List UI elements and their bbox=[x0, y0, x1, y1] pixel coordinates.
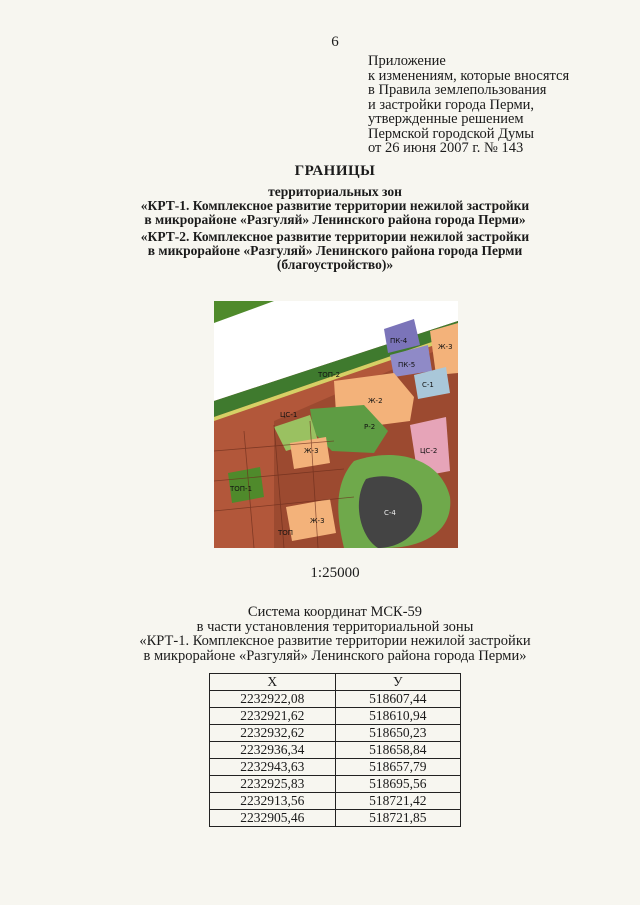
caption-line: «КРТ-1. Комплексное развитие территории нежилой застройки bbox=[139, 633, 531, 649]
appendix-line: в Правила землепользования bbox=[368, 82, 547, 98]
cell-x: 2232932,62 bbox=[210, 725, 336, 742]
caption-line: Система координат МСК-59 bbox=[247, 604, 423, 620]
map-label-top1: ТОП-1 bbox=[230, 485, 253, 493]
column-header-y: У bbox=[335, 674, 461, 691]
cell-x: 2232913,56 bbox=[210, 793, 336, 810]
coordinate-system-caption bbox=[0, 605, 640, 663]
map-label-zh2: Ж-2 bbox=[368, 397, 383, 405]
table-row bbox=[210, 810, 461, 827]
map-label-r2: Р-2 bbox=[364, 423, 376, 431]
map-label-zh3-low: Ж-3 bbox=[310, 517, 325, 525]
column-header-x: Х bbox=[210, 674, 336, 691]
table-row bbox=[210, 708, 461, 725]
cell-y: 518610,94 bbox=[335, 708, 461, 725]
map-scale: 1:25000 bbox=[310, 565, 360, 581]
map-label-cs2: ЦС-2 bbox=[420, 447, 438, 455]
map-label-s4: С-4 bbox=[384, 509, 396, 517]
map-label-top2: ТОП-2 bbox=[318, 371, 341, 379]
table-row bbox=[210, 725, 461, 742]
document-title: ГРАНИЦЫ bbox=[294, 163, 376, 179]
cell-y: 518721,42 bbox=[335, 793, 461, 810]
map-label-pk4: ПК-4 bbox=[390, 337, 408, 345]
table-row bbox=[210, 759, 461, 776]
table-row bbox=[210, 793, 461, 810]
cell-x: 2232922,08 bbox=[210, 691, 336, 708]
zone-krt1-line: в микрорайоне «Разгуляй» Ленинского района города Перми» bbox=[144, 212, 526, 227]
cell-y: 518721,85 bbox=[335, 810, 461, 827]
cell-y: 518607,44 bbox=[335, 691, 461, 708]
zone-krt1-title bbox=[0, 199, 640, 227]
cell-y: 518650,23 bbox=[335, 725, 461, 742]
zone-krt1-line: «КРТ-1. Комплексное развитие территории нежилой застройки bbox=[140, 198, 530, 213]
appendix-line: и застройки города Перми, bbox=[368, 96, 535, 113]
map-label-s1: С-1 bbox=[422, 381, 434, 389]
map-label-cs1: ЦС-1 bbox=[280, 411, 298, 419]
zone-krt2-line: «КРТ-2. Комплексное развитие территории нежилой застройки bbox=[140, 229, 530, 244]
caption-line: в микрорайоне «Разгуляй» Ленинского района города Перми» bbox=[143, 647, 527, 664]
map-label-zh3-mid: Ж-3 bbox=[304, 447, 319, 455]
table-row bbox=[210, 742, 461, 759]
zoning-map bbox=[214, 301, 458, 548]
cell-y: 518657,79 bbox=[335, 759, 461, 776]
cell-y: 518695,56 bbox=[335, 776, 461, 793]
appendix-line: Пермской городской Думы bbox=[368, 125, 535, 142]
coordinates-table bbox=[209, 673, 461, 827]
appendix-line: утвержденные решением bbox=[368, 111, 524, 127]
zoning-map-graphic bbox=[214, 301, 458, 548]
appendix-line: от 26 июня 2007 г. № 143 bbox=[368, 140, 524, 156]
caption-line: в части установления территориальной зоны bbox=[196, 618, 474, 635]
cell-x: 2232943,63 bbox=[210, 759, 336, 776]
map-label-zh3-top: Ж-3 bbox=[438, 343, 453, 351]
zone-krt2-title bbox=[0, 230, 640, 272]
appendix-line: Приложение bbox=[368, 53, 446, 69]
map-label-top-low: ТОП bbox=[278, 529, 294, 537]
table-header-row bbox=[210, 674, 461, 691]
zone-krt2-line: (благоустройство)» bbox=[276, 257, 394, 272]
document-subtitle: территориальных зон bbox=[268, 184, 402, 199]
appendix-line: к изменениям, которые вносятся bbox=[368, 67, 570, 84]
cell-y: 518658,84 bbox=[335, 742, 461, 759]
table-row bbox=[210, 691, 461, 708]
table-row bbox=[210, 776, 461, 793]
appendix-note bbox=[368, 54, 569, 156]
cell-x: 2232921,62 bbox=[210, 708, 336, 725]
cell-x: 2232936,34 bbox=[210, 742, 336, 759]
map-label-pk5: ПК-5 bbox=[398, 361, 416, 369]
cell-x: 2232905,46 bbox=[210, 810, 336, 827]
cell-x: 2232925,83 bbox=[210, 776, 336, 793]
page-number: 6 bbox=[331, 34, 339, 50]
zone-krt2-line: в микрорайоне «Разгуляй» Ленинского района города Перми bbox=[147, 243, 523, 258]
